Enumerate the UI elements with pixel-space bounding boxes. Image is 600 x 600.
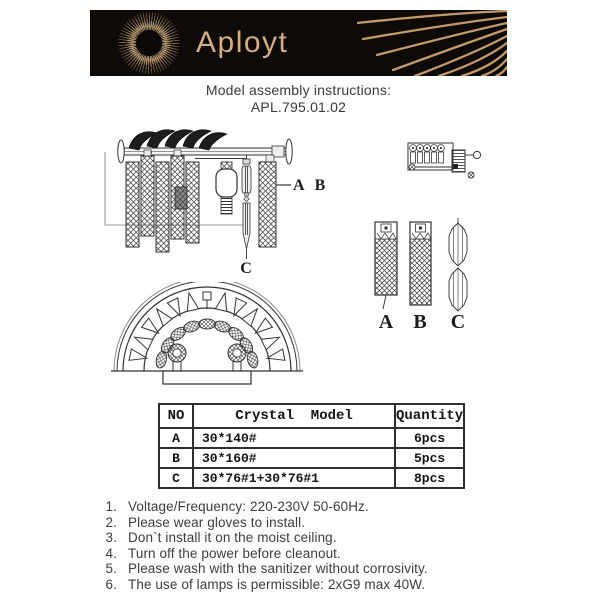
item-number: 1. bbox=[105, 499, 117, 514]
instructions-list bbox=[100, 499, 520, 592]
bead-arc bbox=[154, 319, 259, 369]
item-text: Turn off the power before cleanout. bbox=[128, 545, 341, 561]
title-block bbox=[90, 82, 507, 116]
front-view-label-c: C bbox=[240, 260, 252, 277]
item-text: Don`t install it on the moist ceiling. bbox=[128, 530, 337, 545]
item-number: 3. bbox=[105, 530, 117, 545]
item-text: Please wear gloves to install. bbox=[128, 514, 306, 530]
crystal-a-label: A bbox=[378, 311, 394, 333]
rays-decoration-icon bbox=[357, 10, 507, 76]
col-header-qty: Quantity bbox=[395, 404, 464, 428]
cell-qty: 8pcs bbox=[395, 468, 464, 488]
crystal-b-label: B bbox=[413, 311, 427, 333]
list-item bbox=[100, 515, 520, 531]
item-text: Voltage/Frequency: 220-230V 50-60Hz. bbox=[128, 499, 369, 514]
crystal-parts-diagram bbox=[367, 213, 477, 313]
table-row bbox=[159, 448, 464, 468]
list-item bbox=[100, 561, 520, 577]
table-row bbox=[159, 428, 464, 448]
sunburst-logo-icon bbox=[118, 12, 180, 74]
lamp-sockets bbox=[168, 344, 246, 371]
g9-bulb bbox=[216, 162, 237, 214]
list-item bbox=[100, 577, 520, 593]
col-header-model: Crystal Model bbox=[193, 404, 395, 428]
col-header-no: NO bbox=[159, 404, 193, 428]
crystal-strips-left bbox=[126, 150, 199, 252]
top-view-diagram bbox=[108, 282, 304, 388]
cell-no: A bbox=[159, 428, 193, 448]
wiring-diagram bbox=[405, 140, 490, 182]
list-item bbox=[100, 530, 520, 546]
item-text: The use of lamps is permissible: 2xG9 max 40W. bbox=[128, 576, 426, 592]
crystal-c-label: C bbox=[450, 311, 466, 333]
item-number: 6. bbox=[105, 576, 117, 592]
table-row bbox=[159, 468, 464, 488]
cell-qty: 6pcs bbox=[395, 428, 464, 448]
item-text: Please wash with the sanitizer without corrosivity. bbox=[128, 561, 428, 576]
brand-name: Aployt bbox=[196, 26, 289, 59]
front-view-diagram bbox=[95, 125, 325, 275]
brand-banner bbox=[90, 10, 507, 76]
cell-model: 30*140# bbox=[193, 428, 395, 448]
front-view-label-ab: A B bbox=[293, 177, 326, 194]
cell-model: 30*160# bbox=[193, 448, 395, 468]
leaf-crystals bbox=[129, 130, 227, 150]
page-title: Model assembly instructions: bbox=[205, 82, 392, 98]
crystal-table bbox=[158, 403, 465, 489]
cell-no: C bbox=[159, 468, 193, 488]
crystal-a bbox=[375, 222, 397, 309]
table-header-row bbox=[159, 404, 464, 428]
cell-no: B bbox=[159, 448, 193, 468]
item-number: 2. bbox=[105, 514, 117, 530]
pendant-crystal bbox=[242, 155, 251, 249]
crystal-b bbox=[410, 222, 431, 305]
crystal-c bbox=[449, 218, 467, 311]
item-number: 5. bbox=[105, 561, 117, 576]
list-item bbox=[100, 546, 520, 562]
cell-model: 30*76#1+30*76#1 bbox=[193, 468, 395, 488]
item-number: 4. bbox=[105, 545, 117, 561]
list-item bbox=[100, 499, 520, 515]
cell-qty: 5pcs bbox=[395, 448, 464, 468]
model-number: APL.795.01.02 bbox=[250, 99, 347, 115]
